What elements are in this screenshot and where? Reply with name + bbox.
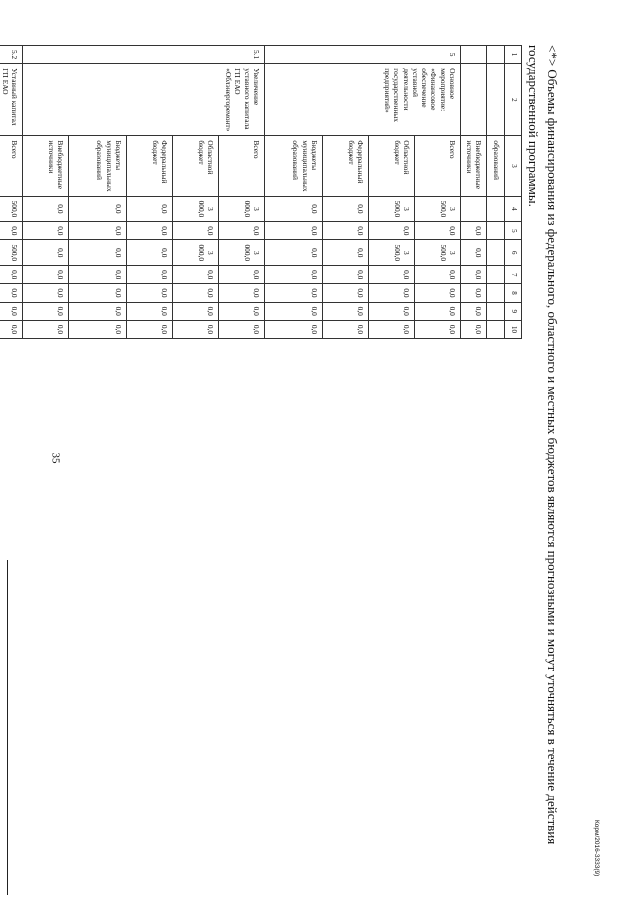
margin-rule — [7, 560, 8, 895]
value-cell: 0,0 — [0, 222, 23, 240]
activity-name-cell — [461, 64, 487, 136]
funding-source-cell: Внебюджетные источники — [23, 136, 69, 196]
value-cell: 0,0 — [23, 222, 69, 240]
value-cell: 0,0 — [23, 284, 69, 302]
value-cell: 0,0 — [173, 222, 219, 240]
value-cell: 0,0 — [323, 266, 369, 284]
value-cell: 0,0 — [461, 266, 487, 284]
funding-source-cell: Областной бюджет — [173, 136, 219, 196]
value-cell: 0,0 — [127, 284, 173, 302]
value-cell: 0,0 — [369, 302, 415, 320]
header-cell: 9 — [505, 302, 522, 320]
value-cell: 0,0 — [265, 240, 323, 266]
row-number-cell: 5.2 — [0, 46, 23, 64]
funding-source-cell: Всего — [0, 136, 23, 196]
funding-source-cell: Федеральный бюджет — [323, 136, 369, 196]
value-cell: 0,0 — [265, 284, 323, 302]
table-row — [415, 46, 461, 339]
funding-source-cell: Всего — [415, 136, 461, 196]
value-cell: 0,0 — [69, 266, 127, 284]
value-cell: 3 500,0 — [369, 196, 415, 222]
value-cell: 0,0 — [23, 302, 69, 320]
value-cell: 0,0 — [323, 302, 369, 320]
value-cell: 0,0 — [369, 266, 415, 284]
funding-source-cell: Федеральный бюджет — [127, 136, 173, 196]
value-cell: 0,0 — [69, 284, 127, 302]
page-number: 35 — [49, 452, 62, 464]
footnote-text: <*> Объемы финансирования из федерального, областного и местных бюджетов являются прогнозными и могут уточняться в течение действия государственной программы. — [526, 45, 560, 845]
table-row — [219, 46, 265, 339]
value-cell: 0,0 — [461, 222, 487, 240]
header-cell: 10 — [505, 320, 522, 338]
header-cell: 8 — [505, 284, 522, 302]
activity-name-cell: Основное мероприятие: «Финансовое обеспечение уставной деятельности государственных предприятий» — [265, 64, 461, 136]
activity-name-cell: Увеличение уставного капитала ГП ЕАО «Облэнергоремонт» — [23, 64, 265, 136]
value-cell: 0,0 — [461, 320, 487, 338]
header-cell: 4 — [505, 196, 522, 222]
value-cell: 500,0 — [0, 196, 23, 222]
value-cell: 0,0 — [369, 284, 415, 302]
value-cell: 0,0 — [23, 240, 69, 266]
value-cell: 0,0 — [69, 240, 127, 266]
value-cell: 0,0 — [69, 222, 127, 240]
funding-source-cell: Всего — [219, 136, 265, 196]
value-cell: 500,0 — [0, 240, 23, 266]
value-cell: 0,0 — [219, 222, 265, 240]
funding-source-cell: Бюджеты муниципальных образований — [265, 136, 323, 196]
document-stamp: Корм/2016-3333(9) — [593, 820, 600, 877]
value-cell: 0,0 — [323, 284, 369, 302]
value-cell — [487, 284, 505, 302]
value-cell: 0,0 — [323, 320, 369, 338]
value-cell: 0,0 — [69, 320, 127, 338]
header-cell: 5 — [505, 222, 522, 240]
value-cell: 0,0 — [369, 320, 415, 338]
value-cell: 0,0 — [127, 196, 173, 222]
value-cell: 0,0 — [0, 320, 23, 338]
value-cell: 0,0 — [173, 302, 219, 320]
header-cell: 7 — [505, 266, 522, 284]
table-body — [0, 46, 522, 339]
value-cell — [487, 196, 505, 222]
value-cell: 0,0 — [265, 266, 323, 284]
value-cell: 0,0 — [23, 196, 69, 222]
value-cell: 3 000,0 — [173, 240, 219, 266]
value-cell: 0,0 — [461, 302, 487, 320]
value-cell: 0,0 — [219, 320, 265, 338]
value-cell — [487, 222, 505, 240]
value-cell: 0,0 — [127, 320, 173, 338]
value-cell: 0,0 — [415, 302, 461, 320]
value-cell: 0,0 — [415, 320, 461, 338]
value-cell: 0,0 — [461, 240, 487, 266]
value-cell: 0,0 — [127, 302, 173, 320]
value-cell: 0,0 — [461, 284, 487, 302]
value-cell: 0,0 — [127, 240, 173, 266]
header-cell: 2 — [505, 64, 522, 136]
rotated-table-block — [0, 45, 522, 339]
header-cell: 3 — [505, 136, 522, 196]
value-cell: 3 000,0 — [173, 196, 219, 222]
value-cell — [487, 240, 505, 266]
value-cell: 0,0 — [265, 222, 323, 240]
value-cell: 0,0 — [173, 266, 219, 284]
financing-table — [0, 45, 522, 339]
value-cell: 0,0 — [415, 222, 461, 240]
header-cell: 1 — [505, 46, 522, 64]
funding-source-cell: Бюджеты муниципальных образований — [69, 136, 127, 196]
value-cell: 3 000,0 — [219, 240, 265, 266]
value-cell — [487, 302, 505, 320]
value-cell: 0,0 — [219, 302, 265, 320]
value-cell: 0,0 — [127, 266, 173, 284]
value-cell: 0,0 — [0, 284, 23, 302]
funding-source-cell: Внебюджетные источники — [461, 136, 487, 196]
value-cell: 0,0 — [219, 284, 265, 302]
value-cell: 0,0 — [323, 240, 369, 266]
value-cell — [461, 196, 487, 222]
funding-source-cell: образований — [487, 136, 505, 196]
header-cell: 6 — [505, 240, 522, 266]
row-number-cell: 5.1 — [23, 46, 265, 64]
header-row — [505, 46, 522, 339]
value-cell: 0,0 — [415, 284, 461, 302]
row-number-cell — [461, 46, 487, 64]
value-cell: 3 500,0 — [369, 240, 415, 266]
footnote — [524, 45, 562, 905]
value-cell: 0,0 — [323, 196, 369, 222]
value-cell: 0,0 — [173, 284, 219, 302]
value-cell: 0,0 — [0, 302, 23, 320]
value-cell: 0,0 — [265, 302, 323, 320]
value-cell: 0,0 — [323, 222, 369, 240]
value-cell: 0,0 — [69, 302, 127, 320]
activity-name-cell — [487, 64, 505, 136]
table-row — [461, 46, 487, 339]
value-cell: 0,0 — [23, 266, 69, 284]
table-row — [487, 46, 505, 339]
row-number-cell: 5 — [265, 46, 461, 64]
value-cell: 3 000,0 — [219, 196, 265, 222]
value-cell — [487, 266, 505, 284]
funding-source-cell: Областной бюджет — [369, 136, 415, 196]
value-cell: 0,0 — [265, 320, 323, 338]
activity-name-cell: Уставный капитал ГП ЕАО — [0, 64, 23, 136]
value-cell: 0,0 — [173, 320, 219, 338]
value-cell: 0,0 — [415, 266, 461, 284]
value-cell: 0,0 — [69, 196, 127, 222]
value-cell: 3 500,0 — [415, 240, 461, 266]
value-cell: 0,0 — [23, 320, 69, 338]
value-cell: 0,0 — [369, 222, 415, 240]
value-cell: 0,0 — [0, 266, 23, 284]
value-cell — [487, 320, 505, 338]
value-cell: 0,0 — [265, 196, 323, 222]
row-number-cell — [487, 46, 505, 64]
value-cell: 0,0 — [127, 222, 173, 240]
value-cell: 0,0 — [219, 266, 265, 284]
table-row — [0, 46, 23, 339]
value-cell: 3 500,0 — [415, 196, 461, 222]
